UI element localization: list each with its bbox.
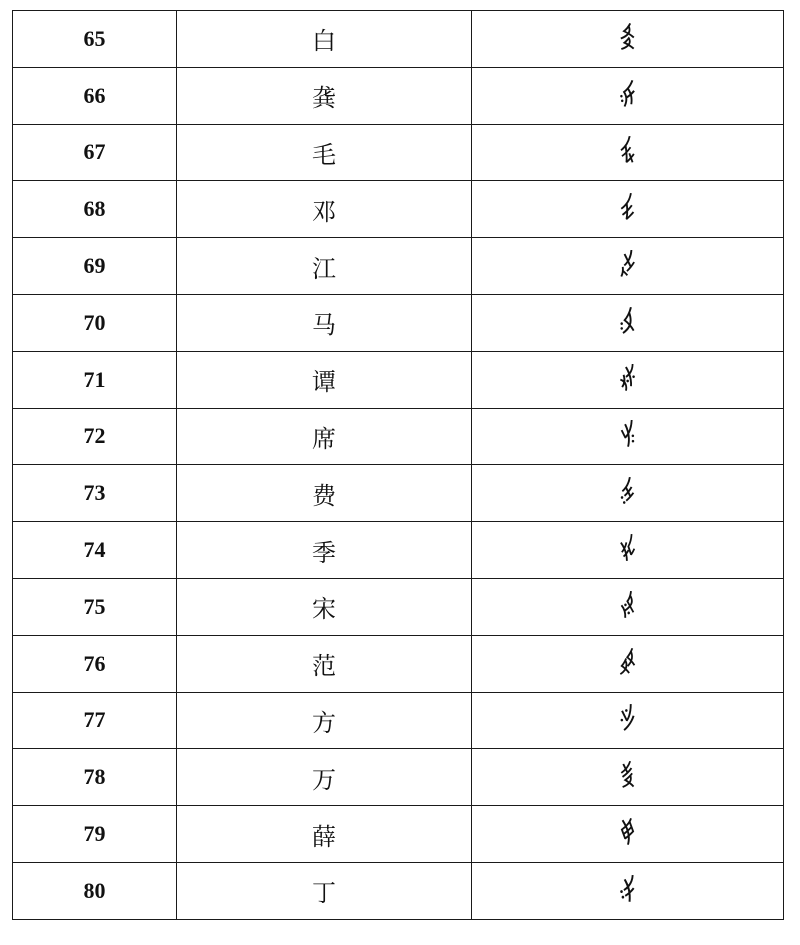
table-row	[13, 465, 784, 522]
hanzi-character: 白	[177, 11, 472, 68]
table-row	[13, 806, 784, 863]
nushu-character: 𛆿	[472, 692, 784, 749]
hanzi-character: 马	[177, 294, 472, 351]
table-body	[13, 11, 784, 920]
row-number: 67	[13, 124, 177, 181]
table-row	[13, 749, 784, 806]
hanzi-character: 江	[177, 238, 472, 295]
row-number: 77	[13, 692, 177, 749]
table-row	[13, 692, 784, 749]
nushu-character: 𛈊	[472, 635, 784, 692]
table-row	[13, 124, 784, 181]
hanzi-character: 谭	[177, 351, 472, 408]
table-row	[13, 67, 784, 124]
hanzi-character: 丁	[177, 862, 472, 919]
row-number: 78	[13, 749, 177, 806]
nushu-character: 𛆞	[472, 181, 784, 238]
character-table	[12, 10, 784, 920]
hanzi-character: 费	[177, 465, 472, 522]
table-row	[13, 238, 784, 295]
table-row	[13, 351, 784, 408]
nushu-character: 𛈋	[472, 522, 784, 579]
hanzi-character: 季	[177, 522, 472, 579]
hanzi-character: 宋	[177, 578, 472, 635]
nushu-character: 𛇼	[472, 465, 784, 522]
nushu-character: 𛆹	[472, 238, 784, 295]
row-number: 73	[13, 465, 177, 522]
row-number: 79	[13, 806, 177, 863]
row-number: 76	[13, 635, 177, 692]
hanzi-character: 方	[177, 692, 472, 749]
hanzi-character: 邓	[177, 181, 472, 238]
hanzi-character: 范	[177, 635, 472, 692]
table-row	[13, 862, 784, 919]
table-row	[13, 578, 784, 635]
hanzi-character: 万	[177, 749, 472, 806]
nushu-character: 𛈌	[472, 806, 784, 863]
row-number: 75	[13, 578, 177, 635]
nushu-character: 𛇂	[472, 124, 784, 181]
nushu-character: 𛆸	[472, 862, 784, 919]
hanzi-character: 龚	[177, 67, 472, 124]
nushu-character: 𛈁	[472, 11, 784, 68]
row-number: 70	[13, 294, 177, 351]
hanzi-character: 席	[177, 408, 472, 465]
table-row	[13, 11, 784, 68]
nushu-character: 𛈃	[472, 351, 784, 408]
nushu-character: 𛇣	[472, 67, 784, 124]
hanzi-character: 薛	[177, 806, 472, 863]
row-number: 65	[13, 11, 177, 68]
nushu-character: 𛇋	[472, 294, 784, 351]
hanzi-character: 毛	[177, 124, 472, 181]
nushu-character: 𛇏	[472, 408, 784, 465]
row-number: 74	[13, 522, 177, 579]
table-row	[13, 181, 784, 238]
row-number: 72	[13, 408, 177, 465]
table-row	[13, 522, 784, 579]
nushu-character: 𛈔	[472, 749, 784, 806]
row-number: 66	[13, 67, 177, 124]
nushu-character: 𛇴	[472, 578, 784, 635]
table-row	[13, 408, 784, 465]
row-number: 69	[13, 238, 177, 295]
table-row	[13, 635, 784, 692]
row-number: 71	[13, 351, 177, 408]
table-row	[13, 294, 784, 351]
row-number: 68	[13, 181, 177, 238]
row-number: 80	[13, 862, 177, 919]
